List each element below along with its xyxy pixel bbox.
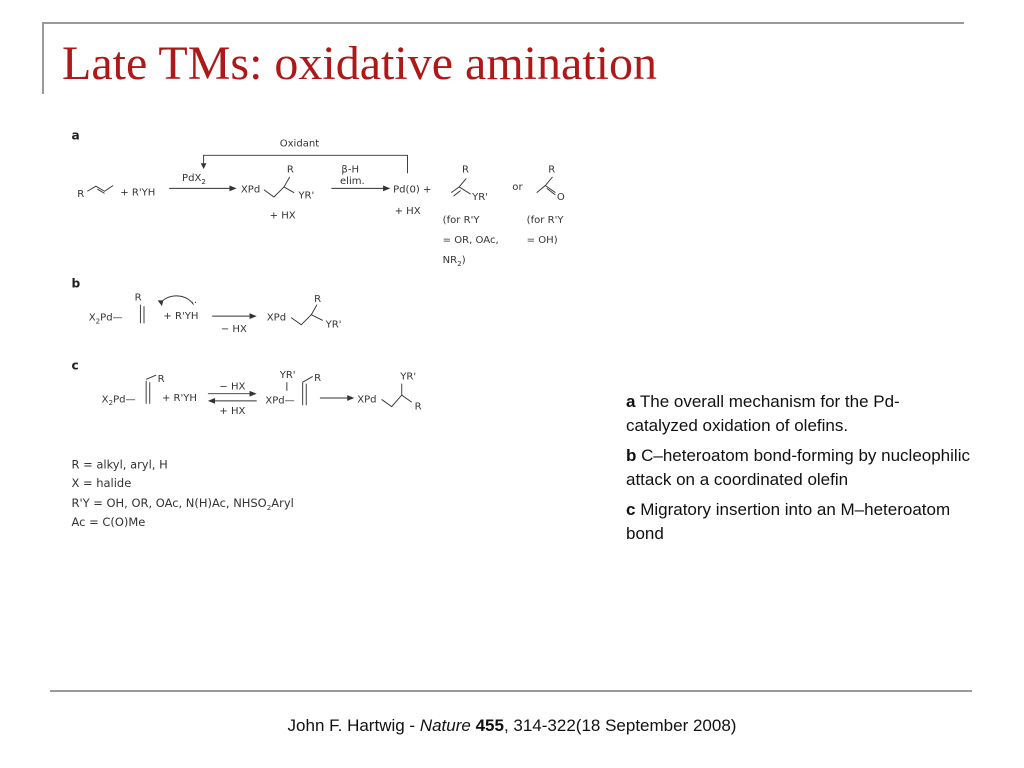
panel-c-minus-hx: − HX xyxy=(219,381,246,393)
panel-b-xpd: XPd xyxy=(266,312,287,324)
panel-b-r: R xyxy=(134,292,142,304)
intermediate-yr: YR' xyxy=(298,190,315,202)
intermediate-chain-bond xyxy=(264,187,294,197)
reagent-pdx2: PdX$_2$ xyxy=(182,173,206,187)
product1-r: R xyxy=(462,164,470,176)
panel-b-arrowhead xyxy=(250,313,257,319)
definition-ry: R'Y = OH, OR, OAc, N(H)Ac, $NHSO_2Aryl$ xyxy=(71,496,294,512)
oxidant-label: Oxidant xyxy=(279,138,320,150)
reactant-olefin-double-bond xyxy=(97,189,104,193)
citation-volume: 455 xyxy=(475,716,504,735)
panel-b-product-r: R xyxy=(314,293,322,305)
panel-c-insertion-arrowhead xyxy=(347,395,354,401)
intermediate-r: R xyxy=(286,164,294,176)
citation-author: John F. Hartwig - xyxy=(287,716,420,735)
elim-label: elim. xyxy=(339,176,365,188)
reactant-plus-ryh: + R'YH xyxy=(120,187,156,199)
oxidant-loop-arrow xyxy=(204,155,408,173)
figure-captions xyxy=(626,390,971,552)
pd0-label: Pd(0) + xyxy=(393,184,432,196)
panel-c-x2pd: $X_2Pd—$ xyxy=(101,394,136,408)
caption-a xyxy=(626,390,971,438)
frame-left-rule xyxy=(42,22,44,94)
caption-c-text: Migratory insertion into an M–heteroatom bond xyxy=(626,500,951,543)
panel-c-int-r-bond xyxy=(303,376,313,382)
product2-backbone xyxy=(537,177,553,193)
product2-r: R xyxy=(548,164,556,176)
caption-c xyxy=(626,498,971,546)
intermediate-xpd: XPd xyxy=(240,184,261,196)
panel-b-plus-ryh: + R'YH xyxy=(163,311,199,323)
definition-ac: Ac = C(O)Me xyxy=(71,514,146,529)
panel-c-plus-ryh: + R'YH xyxy=(161,392,197,404)
panel-c-int-xpd: XPd— xyxy=(265,395,295,407)
citation xyxy=(0,716,1024,736)
panel-c-int-r: R xyxy=(314,372,322,384)
caption-c-label: c xyxy=(626,500,636,519)
panel-c-r: R xyxy=(157,374,165,386)
panel-b-attack-arrow xyxy=(161,296,194,305)
definition-r: R = alkyl, aryl, H xyxy=(71,457,168,472)
citation-journal: Nature xyxy=(419,716,471,735)
note2-line2: = OH) xyxy=(526,234,558,246)
panel-a-label: a xyxy=(71,128,80,143)
caption-b-text: C–heteroatom bond-forming by nucleophilic attack on a coordinated olefin xyxy=(626,446,970,489)
oxidant-arrowhead xyxy=(201,163,207,169)
frame-top-rule xyxy=(42,22,964,24)
caption-b xyxy=(626,444,971,492)
panel-c-prod-yr: YR' xyxy=(400,371,417,383)
note2-line1: (for R'Y xyxy=(526,214,564,226)
product1-double-bond-2 xyxy=(453,191,460,197)
panel-b-lone-pair: ·· xyxy=(190,298,198,310)
note1-line2: = OR, OAc, xyxy=(442,234,499,246)
note1-line1: (for R'Y xyxy=(442,214,480,226)
panel-b-minus-hx: − HX xyxy=(220,323,247,335)
slide-title: Late TMs: oxidative amination xyxy=(62,37,657,90)
pd0-plus-hx: + HX xyxy=(394,206,421,218)
panel-c-reverse-arrowhead xyxy=(208,398,215,404)
panel-c-prod-xpd: XPd xyxy=(357,394,377,406)
caption-b-label: b xyxy=(626,446,637,465)
product2-o: O xyxy=(556,191,565,203)
panel-c-forward-arrowhead xyxy=(250,391,257,397)
intermediate-r-bond xyxy=(284,177,290,187)
panel-c-prod-r: R xyxy=(414,401,422,413)
arrowhead-beta-elim xyxy=(383,185,390,191)
citation-rest: , 314-322(18 September 2008) xyxy=(503,716,737,735)
panel-b-product-r-bond xyxy=(311,305,317,315)
panel-c-r-bond xyxy=(146,375,156,379)
or-label: or xyxy=(512,181,523,193)
panel-c-plus-hx: + HX xyxy=(219,405,246,417)
note1-line3: $NR_2$) xyxy=(442,255,466,268)
panel-b-label: b xyxy=(71,276,81,291)
panel-b-product-chain xyxy=(291,315,323,325)
caption-a-label: a xyxy=(626,392,636,411)
product1-yr: YR' xyxy=(472,191,488,203)
beta-h-label: β-H xyxy=(341,164,360,176)
panel-c-label: c xyxy=(71,358,79,373)
panel-b-product-yr: YR' xyxy=(325,319,342,331)
reaction-scheme-figure xyxy=(60,118,620,693)
panel-c-prod-chain xyxy=(382,395,412,406)
panel-b-attack-arrowhead xyxy=(158,300,164,306)
product1-yr-bond xyxy=(459,187,470,194)
arrowhead-intermediate xyxy=(229,185,236,191)
panel-b-x2pd: $X_2Pd—$ xyxy=(88,312,123,326)
panel-c-int-yr: YR' xyxy=(279,369,296,381)
reactant-r: R xyxy=(77,188,85,200)
intermediate-plus-hx: + HX xyxy=(269,210,296,222)
caption-a-text: The overall mechanism for the Pd-catalyzed oxidation of olefins. xyxy=(626,392,900,435)
definition-x: X = halide xyxy=(71,476,132,491)
